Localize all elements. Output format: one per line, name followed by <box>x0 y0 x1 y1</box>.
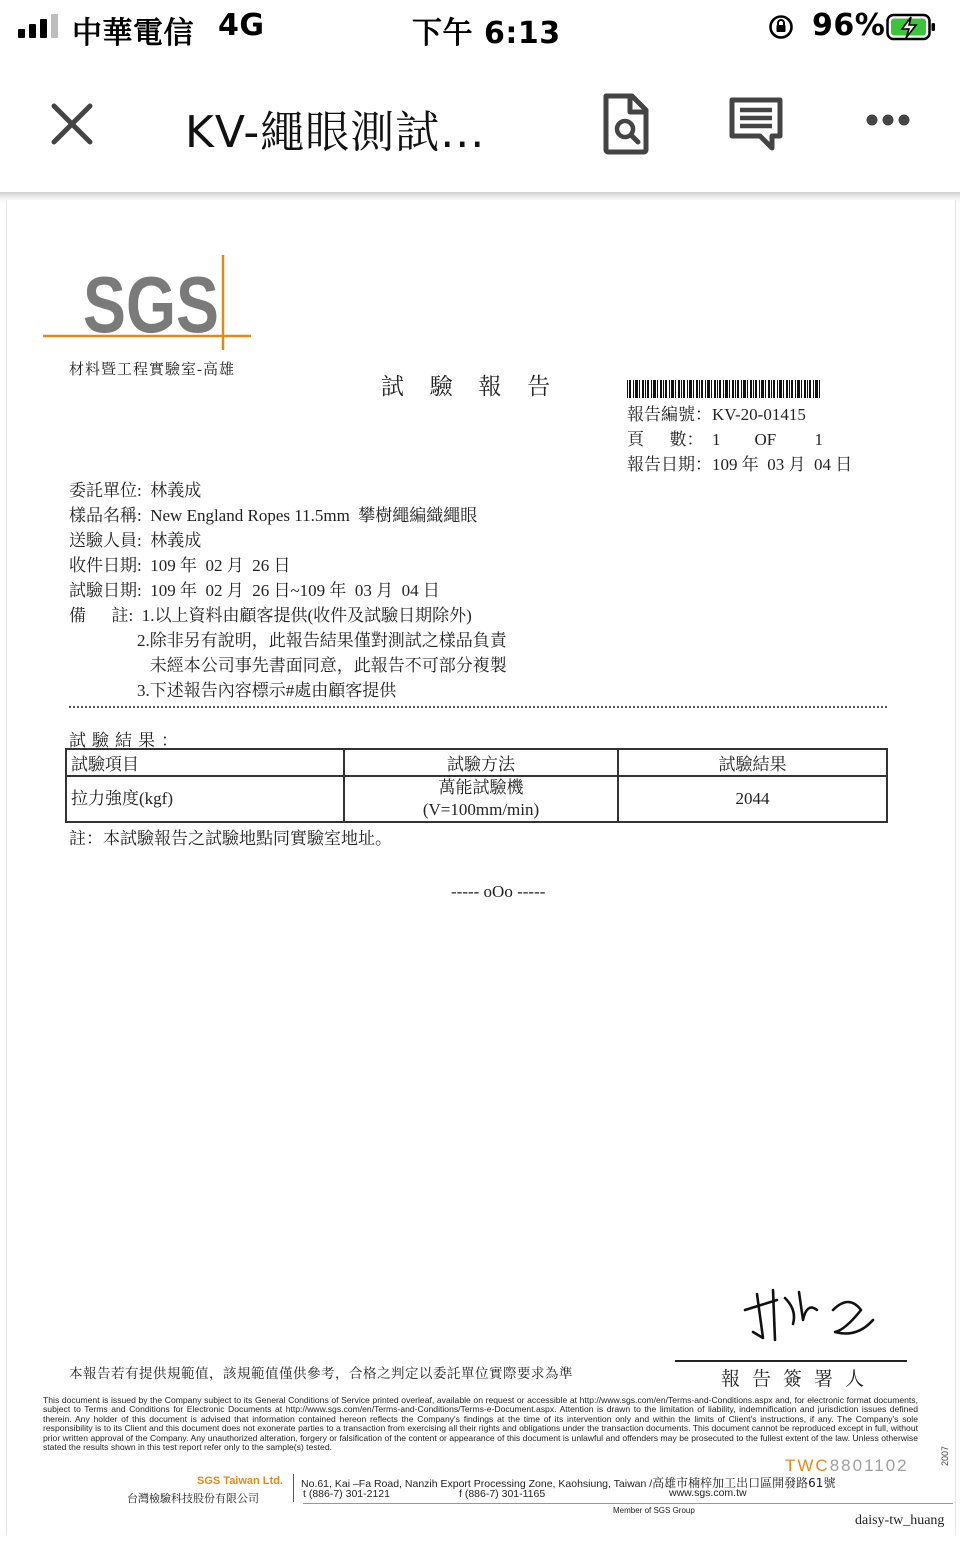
field-remark-1: 備 註: 1.以上資料由顧客提供(收件及試驗日期除外) <box>69 606 472 625</box>
barcode-bar <box>647 380 649 398</box>
rotation-lock-icon <box>768 14 794 40</box>
barcode-bar <box>714 380 716 398</box>
barcode-bar <box>804 380 806 398</box>
barcode-bar <box>699 380 700 398</box>
field-test-date: 試驗日期: 109 年 02 月 26 日~109 年 03 月 04 日 <box>69 581 440 600</box>
field-client: 委託單位: 林義成 <box>69 481 202 500</box>
report-title: 試 驗 報 告 <box>381 374 561 399</box>
battery-percentage: 96% <box>812 8 886 43</box>
address-zh: 高雄市楠梓加工出口區開發路61號 <box>652 1476 836 1490</box>
report-date: 報告日期：109 年 03 月 04 日 <box>627 455 853 474</box>
document-title: KV-繩眼測試... <box>185 107 486 158</box>
field-remark-2-cont: 未經本公司事先書面同意，此報告不可部分複製 <box>69 656 507 675</box>
website: www.sgs.com.tw <box>669 1487 747 1499</box>
barcode-bar <box>807 380 808 398</box>
barcode-bar <box>663 380 664 398</box>
signature-label: 報告簽署人 <box>721 1369 877 1390</box>
barcode-bar <box>797 380 800 398</box>
end-mark: ----- oOo ----- <box>451 882 546 901</box>
barcode-bar <box>779 380 782 398</box>
signature-line <box>675 1360 907 1362</box>
network-type: 4G <box>218 8 265 43</box>
carrier-name: 中華電信 <box>72 16 194 51</box>
barcode-bar <box>675 380 676 398</box>
barcode-bar <box>633 380 634 398</box>
field-received-date: 收件日期: 109 年 02 月 26 日 <box>69 556 291 575</box>
header-test-method: 試驗方法 <box>344 749 618 776</box>
report-number: 報告編號：KV-20-01415 <box>627 405 806 424</box>
barcode-bar <box>783 380 784 398</box>
field-remark-2: 2.除非另有說明，此報告結果僅對測試之樣品負責 <box>69 631 507 650</box>
member-of-sgs-group: Member of SGS Group <box>613 1506 695 1515</box>
barcode-bar <box>665 380 667 398</box>
barcode-bar <box>693 380 694 398</box>
barcode-bar <box>653 380 656 398</box>
barcode-bar <box>696 380 698 398</box>
barcode-bar <box>717 380 718 398</box>
barcode-bar <box>759 380 760 398</box>
barcode-bar <box>768 380 770 398</box>
signal-strength-icon <box>18 14 58 38</box>
barcode-bar <box>773 380 775 398</box>
barcode-bar <box>678 380 680 398</box>
terms-and-conditions: This document is issued by the Company subject to its General Conditions of Service printed overleaf, available on request or accessible at http://www.sgs.com/en/Terms-and-Conditions.aspx and, for electronic format documents, subject to Terms and Conditions for Electronic Documents at http://www.sgs.com/en/Terms-and-Conditions/Terms-e-Document.aspx. Attention is drawn to the limitation of liability, indemnification and jurisdiction issues defined therein. Any holder of this document is advised that information contained hereon reflects the Company's findings at the time of its intervention only and within the limits of Client's instructions, if any. The Company's sole responsibility is to its Client and this document does not exonerate parties to a transaction from exercising all their rights and obligations under the transaction documents. This document cannot be reproduced except in full, without prior written approval of the Company. Any unauthorized alteration, forgery or falsification of the content or appearance of this document is unlawful and offenders may be prosecuted to the fullest extent of the law. Unless otherwise stated the results shown in this test report refer only to the sample(s) tested. <box>43 1395 918 1453</box>
barcode-bar <box>761 380 764 398</box>
barcode-bar <box>801 380 802 398</box>
barcode-bar <box>627 380 628 398</box>
header-test-item: 試驗項目 <box>66 749 344 776</box>
barcode-bar <box>705 380 706 398</box>
side-code: 2007 <box>940 1446 950 1467</box>
sgs-logo <box>43 250 253 350</box>
barcode-bar <box>725 380 728 398</box>
barcode-bar <box>809 380 811 398</box>
serial-number: 8801102 <box>829 1456 909 1475</box>
serial-prefix: TWC <box>785 1456 830 1475</box>
table-header-row <box>66 749 887 776</box>
barcode-bar <box>735 380 736 398</box>
document-viewer-toolbar <box>0 56 960 192</box>
barcode-bar <box>777 380 778 398</box>
barcode-bar <box>732 380 734 398</box>
fax: f (886-7) 301-1165 <box>459 1488 546 1500</box>
barcode-bar <box>651 380 652 398</box>
cell-test-result: 2044 <box>618 776 887 822</box>
barcode-bar <box>771 380 772 398</box>
barcode-bar <box>819 380 820 398</box>
results-label: 試驗結果： <box>69 731 184 750</box>
barcode-bar <box>737 380 739 398</box>
barcode-bar <box>755 380 757 398</box>
barcode-bar <box>642 380 644 398</box>
cell-test-item: 拉力強度(kgf) <box>66 776 344 822</box>
barcode-bar <box>813 380 814 398</box>
barcode-bar <box>657 380 658 398</box>
section-divider <box>69 706 887 708</box>
barcode-bar <box>711 380 712 398</box>
page-count: 頁 數： 1 OF 1 <box>627 430 823 449</box>
barcode-bar <box>729 380 730 398</box>
header-test-result: 試驗結果 <box>618 749 887 776</box>
barcode-bar <box>639 380 640 398</box>
barcode-bar <box>765 380 766 398</box>
barcode-bar <box>681 380 682 398</box>
field-remark-3: 3.下述報告內容標示#處由顧客提供 <box>69 681 397 700</box>
results-table <box>65 748 888 823</box>
svg-text:SGS: SGS <box>83 260 219 349</box>
handwritten-signature <box>737 1280 887 1360</box>
close-icon[interactable] <box>44 96 100 152</box>
barcode-bar <box>629 380 631 398</box>
battery-charging-icon <box>886 12 936 42</box>
barcode-bar <box>687 380 688 398</box>
table-row <box>66 776 887 822</box>
footer-separator <box>293 1474 294 1502</box>
document-page[interactable] <box>6 200 956 1535</box>
spec-disclaimer: 本報告若有提供規範值，該規範值僅供參考，合格之判定以委託單位實際要求為準 <box>69 1366 573 1381</box>
barcode-bar <box>743 380 746 398</box>
company-name-en: SGS Taiwan Ltd. <box>197 1475 283 1487</box>
barcode-bar <box>683 380 685 398</box>
barcode-bar <box>753 380 754 398</box>
barcode-bar <box>660 380 662 398</box>
barcode-bar <box>747 380 748 398</box>
barcode-bar <box>723 380 724 398</box>
comment-icon[interactable] <box>726 92 786 156</box>
cell-test-method <box>344 776 618 822</box>
barcode-bar <box>815 380 818 398</box>
barcode-bar <box>671 380 674 398</box>
footer-rule <box>303 1503 953 1504</box>
barcode-bar <box>750 380 752 398</box>
field-submitter: 送驗人員: 林義成 <box>69 531 202 550</box>
method-line-2: (V=100mm/min) <box>422 800 540 819</box>
barcode-bar <box>707 380 710 398</box>
company-name-zh: 台灣檢驗科技股份有限公司 <box>127 1493 259 1505</box>
barcode-bar <box>741 380 742 398</box>
barcode-bar <box>786 380 788 398</box>
barcode-bar <box>701 380 703 398</box>
field-sample-name: 樣品名稱: New England Ropes 11.5mm 攀樹繩編織繩眼 <box>69 506 478 525</box>
barcode-bar <box>669 380 670 398</box>
method-line-1: 萬能試驗機 <box>438 778 524 797</box>
more-icon[interactable] <box>858 100 918 140</box>
barcode <box>627 380 823 398</box>
status-bar <box>0 0 960 56</box>
barcode-bar <box>795 380 796 398</box>
report-fields <box>69 476 507 701</box>
barcode-bar <box>645 380 646 398</box>
barcode-bar <box>789 380 790 398</box>
address-en: No.61, Kai –Fa Road, Nanzih Export Processing Zone, Kaohsiung, Taiwan / <box>301 1478 653 1490</box>
barcode-bar <box>635 380 638 398</box>
lab-name: 材料暨工程實驗室-高雄 <box>69 362 235 378</box>
document-serial <box>785 1456 909 1476</box>
table-note: 註：本試驗報告之試驗地點同實驗室地址。 <box>69 829 392 848</box>
telephone: t (886-7) 301-2121 <box>303 1488 390 1500</box>
document-search-icon[interactable] <box>596 92 656 156</box>
barcode-bar <box>689 380 692 398</box>
barcode-bar <box>719 380 721 398</box>
clock: 下午 6:13 <box>412 16 561 51</box>
user-watermark: daisy-tw_huang <box>855 1513 945 1528</box>
barcode-bar <box>791 380 793 398</box>
